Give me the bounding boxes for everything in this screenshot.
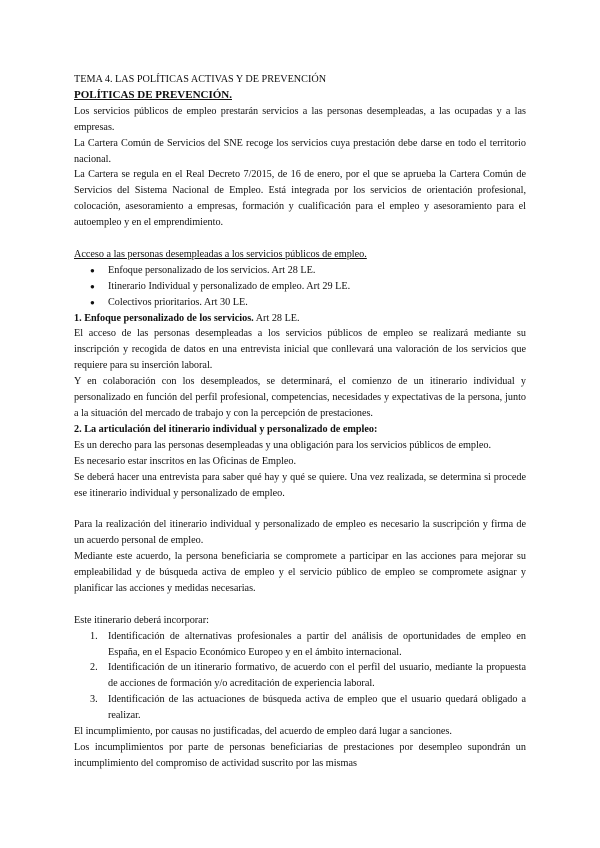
spacer <box>74 231 526 247</box>
section-2-heading <box>74 422 526 438</box>
list-item-text: Identificación de un itinerario formativo, de acuerdo con el perfil del usuario, mediante la propuesta de acciones de formación y/o acreditación de experiencia laboral. <box>108 662 526 690</box>
spacer <box>74 501 526 517</box>
spacer <box>74 597 526 613</box>
list-item-text: Identificación de las actuaciones de búsqueda activa de empleo que el usuario quedará obligado a realizar. <box>108 694 526 722</box>
intro-paragraph-1: Los servicios públicos de empleo prestarán servicios a las personas desempleadas, a las ocupadas y a las empresas. <box>74 105 526 133</box>
list-item: ● Itinerario Individual y personalizado de empleo. Art 29 LE. <box>74 279 526 295</box>
section-1-heading-bold: 1. Enfoque personalizado de los servicios. <box>74 312 254 324</box>
agreement-paragraph-2: Mediante este acuerdo, la persona beneficiaria se compromete a participar en las acciones para mejorar su empleabilidad y de búsqueda activa de empleo y el servicio público de empleo se compromete asignar y planificar las acciones y medidas necesarias. <box>74 551 526 594</box>
closing-paragraph-2: Los incumplimientos por parte de personas beneficiarias de prestaciones por desempleo supondrán un incumplimiento del compromiso de actividad suscrito por las mismas <box>74 742 526 769</box>
list-item-number: 1. <box>90 630 98 642</box>
access-bullet-list <box>74 263 526 311</box>
list-item <box>74 660 526 692</box>
section-1-paragraph-1: El acceso de las personas desempleadas a los servicios públicos de empleo se realizará mediante su inscripción y recogida de datos en una entrevista inicial que conllevará una valoración de los servicios que requiere para su inserción laboral. <box>74 328 526 372</box>
section-1-heading-rest: Art 28 LE. <box>253 312 300 324</box>
list-item-number: 2. <box>90 662 98 674</box>
list-item-text: Identificación de alternativas profesionales a partir del análisis de oportunidades de empleo en España, en el Espacio Económico Europeo y en el ámbito internacional. <box>108 630 526 658</box>
list-item: ● Colectivos prioritarios. Art 30 LE. <box>74 295 526 311</box>
intro-paragraph-3: La Cartera se regula en el Real Decreto 7/2015, de 16 de enero, por el que se aprueba la Cartera Común de Servicios del Sistema Nacional de Empleo. Está integrada por los servicios de orientación profesional, colocación, asesoramiento a empresas, formación y cualificación para el empleo y asesoramiento para el autoempleo y en el emprendimiento. <box>74 169 526 229</box>
list-item: ● Enfoque personalizado de los servicios. Art 28 LE. <box>74 263 526 279</box>
agreement-paragraph-1: Para la realización del itinerario individual y personalizado de empleo es necesario la suscripción y firma de un acuerdo personal de empleo. <box>74 519 526 547</box>
topic-title: TEMA 4. LAS POLÍTICAS ACTIVAS Y DE PREVENCIÓN <box>74 74 327 85</box>
closing-paragraph-1: El incumplimiento, por causas no justificadas, del acuerdo de empleo dará lugar a sanciones. <box>74 726 452 738</box>
access-heading: Acceso a las personas desempleadas a los servicios públicos de empleo. <box>74 248 367 260</box>
section-2-paragraph-3: Se deberá hacer una entrevista para saber qué hay y qué se quiere. Una vez realizada, se determina si procede ese itinerario individual y personalizado de empleo. <box>74 471 526 499</box>
section-1-heading <box>74 311 526 327</box>
list-item-number: 3. <box>90 694 98 706</box>
section-2-paragraph-1: Es un derecho para las personas desempleadas y una obligación para los servicios públicos de empleo. <box>74 439 491 451</box>
itinerary-numbered-list <box>74 629 526 724</box>
document-body <box>74 72 526 772</box>
itinerary-list-intro: Este itinerario deberá incorporar: <box>74 614 209 626</box>
list-item <box>74 629 526 661</box>
main-heading: POLÍTICAS DE PREVENCIÓN. <box>74 88 232 101</box>
section-2-paragraph-2: Es necesario estar inscritos en las Oficinas de Empleo. <box>74 455 297 467</box>
section-1-paragraph-2: Y en colaboración con los desempleados, se determinará, el comienzo de un itinerario individual y personalizado en función del perfil profesional, competencias, necesidades y expectativas de la persona, junto a la situación del mercado de trabajo y con la percepción de prestaciones. <box>74 376 526 420</box>
section-2-heading-bold: 2. La articulación del itinerario individual y personalizado de empleo: <box>74 423 378 435</box>
list-item <box>74 692 526 724</box>
intro-paragraph-2: La Cartera Común de Servicios del SNE recoge los servicios cuya prestación debe darse en todo el territorio nacional. <box>74 137 526 165</box>
